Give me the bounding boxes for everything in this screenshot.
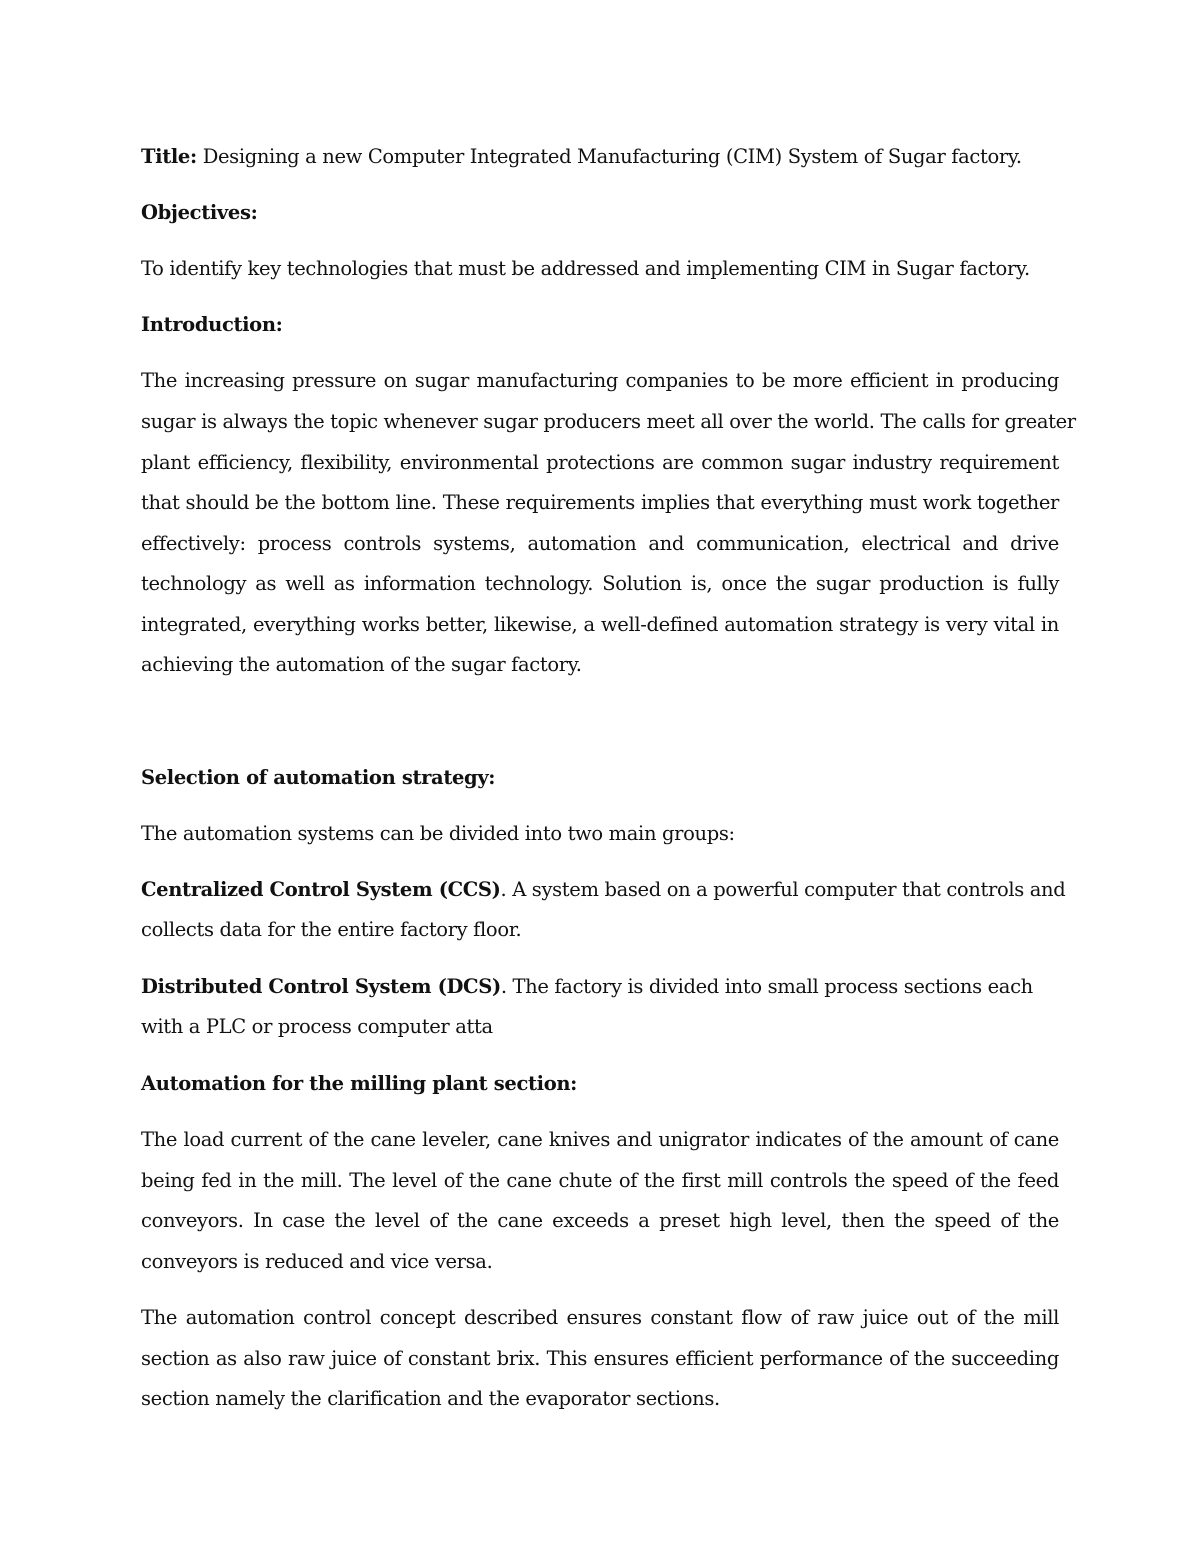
introduction-line: sugar is always the topic whenever sugar producers meet all over the world. The calls for greater <box>141 410 1076 433</box>
strategy-heading: Selection of automation strategy: <box>141 766 496 789</box>
milling-para1-line: The load current of the cane leveler, cane knives and unigrator indicates of the amount of cane <box>141 1128 1059 1151</box>
introduction-line: achieving the automation of the sugar factory. <box>141 653 582 676</box>
objectives-heading: Objectives: <box>141 201 258 224</box>
introduction-line: integrated, everything works better, likewise, a well-defined automation strategy is very vital in <box>141 613 1059 636</box>
milling-para2-line: The automation control concept described ensures constant flow of raw juice out of the mill <box>141 1306 1059 1329</box>
introduction-line: plant efficiency, flexibility, environmental protections are common sugar industry requirement <box>141 451 1059 474</box>
dcs-line-2: with a PLC or process computer atta <box>141 1015 493 1038</box>
title-text: Designing a new Computer Integrated Manufacturing (CIM) System of Sugar factory. <box>196 145 1022 168</box>
milling-heading: Automation for the milling plant section: <box>141 1072 578 1095</box>
dcs-term: Distributed Control System (DCS) <box>141 975 501 998</box>
introduction-line: technology as well as information technology. Solution is, once the sugar production is fully <box>141 572 1059 595</box>
introduction-line: The increasing pressure on sugar manufacturing companies to be more efficient in producing <box>141 369 1059 392</box>
introduction-line: that should be the bottom line. These requirements implies that everything must work together <box>141 491 1059 514</box>
ccs-line <box>141 878 1065 902</box>
dcs-description: . The factory is divided into small process sections each <box>500 975 1033 998</box>
introduction-line: effectively: process controls systems, automation and communication, electrical and drive <box>141 532 1059 555</box>
milling-para1-line: conveyors is reduced and vice versa. <box>141 1250 493 1273</box>
milling-para2-line: section namely the clarification and the evaporator sections. <box>141 1387 720 1410</box>
title-label: Title: <box>141 145 197 168</box>
dcs-line <box>141 975 1033 999</box>
title-line <box>141 145 1022 169</box>
ccs-line-2: collects data for the entire factory floor. <box>141 918 522 941</box>
introduction-heading: Introduction: <box>141 313 283 336</box>
strategy-intro: The automation systems can be divided into two main groups: <box>141 822 735 845</box>
milling-para1-line: being fed in the mill. The level of the cane chute of the first mill controls the speed of the feed <box>141 1169 1059 1192</box>
ccs-description: . A system based on a powerful computer that controls and <box>500 878 1066 901</box>
milling-para1-line: conveyors. In case the level of the cane exceeds a preset high level, then the speed of the <box>141 1209 1059 1232</box>
ccs-term: Centralized Control System (CCS) <box>141 878 501 901</box>
objectives-text: To identify key technologies that must be addressed and implementing CIM in Sugar factory. <box>141 257 1030 280</box>
milling-para2-line: section as also raw juice of constant brix. This ensures efficient performance of the succeeding <box>141 1347 1059 1370</box>
